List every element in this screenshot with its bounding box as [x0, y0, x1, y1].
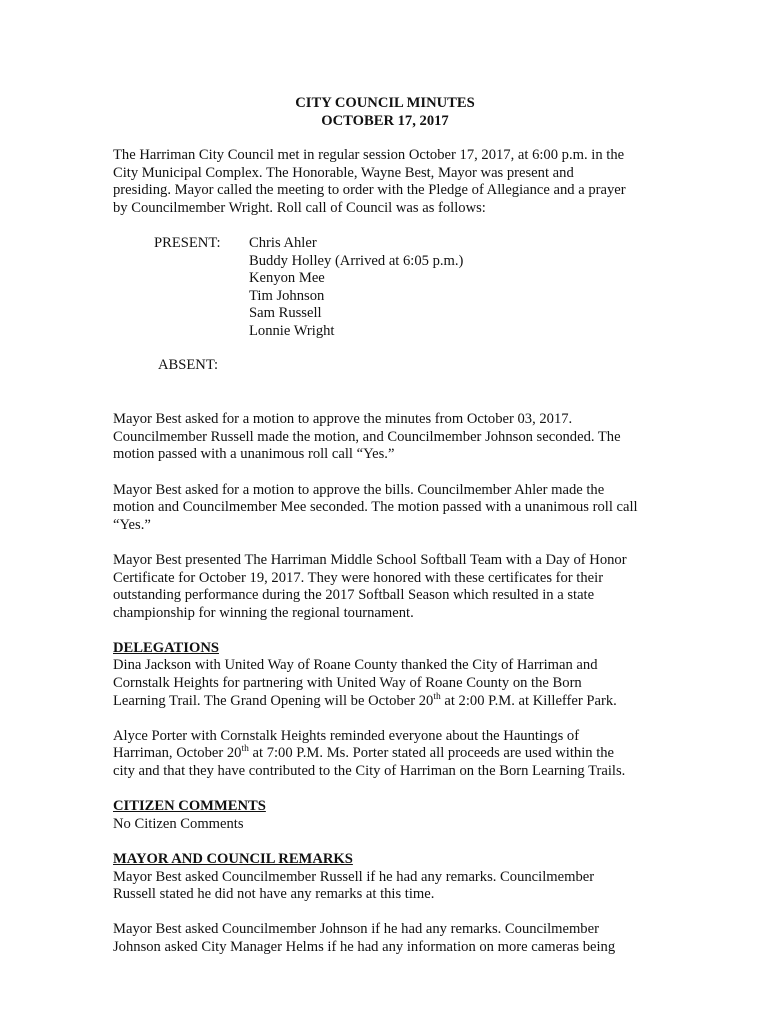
text-line: motion and Councilmember Mee seconded. The motion passed with a unanimous roll call: [113, 499, 638, 516]
text-line: by Councilmember Wright. Roll call of Council was as follows:: [113, 199, 486, 216]
text-line: Cornstalk Heights for partnering with United Way of Roane County on the Born: [113, 675, 582, 692]
intro-paragraph: [113, 147, 673, 217]
text-span: at 7:00 P.M. Ms. Porter stated all proceeds are used within the: [248, 745, 615, 762]
council-member: Lonnie Wright: [249, 322, 335, 339]
ordinal-suffix: th: [433, 691, 441, 702]
roll-call-present: [113, 235, 673, 340]
text-line: city and that they have contributed to the City of Harriman on the Born Learning Trails.: [113, 763, 626, 780]
present-list: [249, 235, 463, 341]
text-span: Learning Trail. The Grand Opening will be October 20: [113, 692, 434, 709]
council-member: Tim Johnson: [249, 287, 325, 304]
absent-label: ABSENT:: [158, 356, 219, 373]
text-line: Russell stated he did not have any remarks at this time.: [113, 886, 435, 903]
citizen-comments-section: [113, 798, 673, 833]
text-line: Mayor Best asked Councilmember Johnson if he had any remarks. Councilmember: [113, 921, 599, 938]
document-title: [0, 95, 770, 130]
roll-call-absent: [113, 357, 673, 375]
council-member: Chris Ahler: [249, 234, 317, 251]
text-line: City Municipal Complex. The Honorable, Wayne Best, Mayor was present and: [113, 164, 574, 181]
council-member: Kenyon Mee: [249, 270, 325, 287]
delegations-heading: DELEGATIONS: [113, 639, 219, 656]
text-line: championship for winning the regional tournament.: [113, 604, 414, 621]
text-line: The Harriman City Council met in regular session October 17, 2017, at 6:00 p.m. in the: [113, 147, 625, 163]
text-line: outstanding performance during the 2017 Softball Season which resulted in a state: [113, 587, 595, 604]
ordinal-suffix: th: [241, 744, 249, 755]
text-line: Certificate for October 19, 2017. They were honored with these certificates for their: [113, 569, 604, 586]
council-member: Sam Russell: [249, 305, 322, 322]
text-span: at 2:00 P.M. at Killeffer Park.: [440, 692, 617, 709]
text-span: Harriman, October 20: [113, 745, 242, 762]
text-line: “Yes.”: [113, 516, 151, 533]
title-date: OCTOBER 17, 2017: [321, 112, 449, 129]
title-line-1: CITY COUNCIL MINUTES: [295, 95, 475, 111]
minutes-motion-paragraph: [113, 411, 673, 464]
text-line: Mayor Best asked for a motion to approve the bills. Councilmember Ahler made the: [113, 481, 605, 498]
text-line: Alyce Porter with Cornstalk Heights reminded everyone about the Hauntings of: [113, 727, 580, 744]
citizen-comments-heading: CITIZEN COMMENTS: [113, 798, 266, 815]
text-line: Councilmember Russell made the motion, and Councilmember Johnson seconded. The: [113, 428, 621, 445]
mayor-council-heading: MAYOR AND COUNCIL REMARKS: [113, 851, 353, 867]
text-line: motion passed with a unanimous roll call “Yes.”: [113, 446, 395, 463]
text-line: presiding. Mayor called the meeting to order with the Pledge of Allegiance and a prayer: [113, 182, 626, 199]
text-line: Mayor Best presented The Harriman Middle School Softball Team with a Day of Honor: [113, 551, 627, 568]
text-line: Mayor Best asked for a motion to approve the minutes from October 03, 2017.: [113, 411, 573, 428]
text-line: Mayor Best asked Councilmember Russell if he had any remarks. Councilmember: [113, 868, 595, 885]
delegations-section: [113, 640, 673, 781]
text-line: [113, 693, 673, 711]
softball-paragraph: [113, 552, 673, 622]
document-body: [113, 147, 673, 957]
council-member: Buddy Holley (Arrived at 6:05 p.m.): [249, 252, 464, 269]
present-label: PRESENT:: [154, 234, 221, 251]
text-line: No Citizen Comments: [113, 815, 244, 832]
mayor-council-section: [113, 851, 673, 957]
text-line: Johnson asked City Manager Helms if he had any information on more cameras being: [113, 938, 616, 955]
text-line: Dina Jackson with United Way of Roane County thanked the City of Harriman and: [113, 657, 598, 674]
text-line: [113, 745, 673, 763]
bills-motion-paragraph: [113, 482, 673, 535]
